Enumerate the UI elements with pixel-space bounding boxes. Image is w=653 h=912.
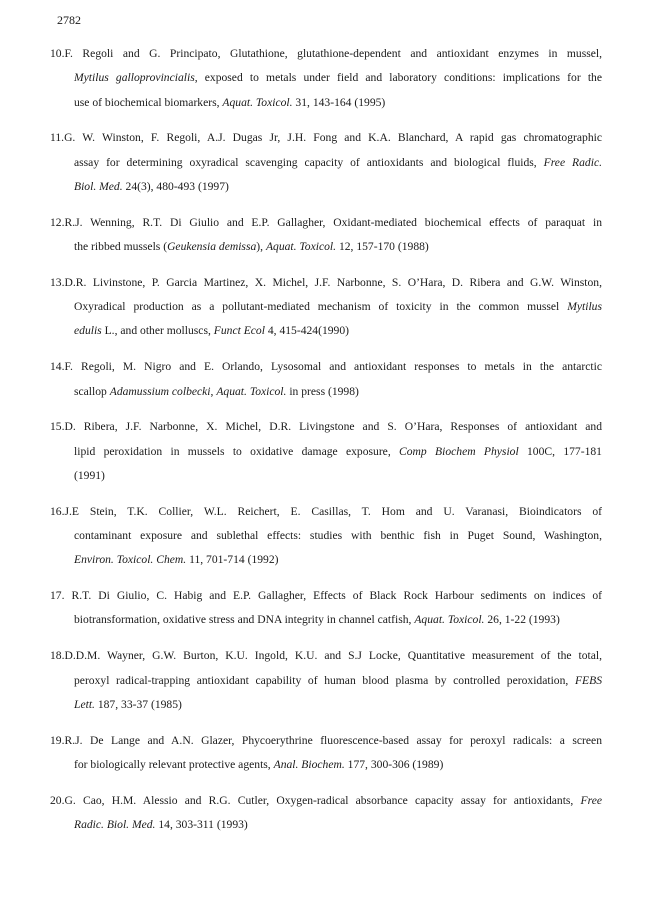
reference-text: D. Ribera, J.F. Narbonne, X. Michel, D.R. Livingstone and S. O’Hara, Responses of antioxidant and — [64, 420, 602, 434]
reference-number: 20. — [50, 793, 65, 807]
reference-line — [50, 813, 602, 837]
reference-text: peroxyl radical-trapping antioxidant capability of human blood plasma by controlled peroxidation, — [74, 673, 575, 687]
reference-text: R.J. Wenning, R.T. Di Giulio and E.P. Gallagher, Oxidant-mediated biochemical effects of paraquat in — [64, 215, 602, 229]
reference-number: 19. — [50, 733, 65, 747]
reference-list — [50, 42, 602, 849]
reference-text: (1991) — [74, 468, 105, 482]
reference-line — [50, 151, 602, 175]
reference-text: for biologically relevant protective agents, — [74, 757, 274, 771]
reference-italic-text: Aquat. Toxicol. — [222, 95, 293, 109]
reference-number: 14. — [50, 360, 65, 374]
reference-italic-text: FEBS — [574, 673, 602, 687]
reference-line — [50, 693, 602, 717]
reference-text: 4, 415-424(1990) — [264, 324, 349, 338]
reference-text: biotransformation, oxidative stress and DNA integrity in channel catfish, — [74, 613, 415, 627]
reference-item — [50, 42, 602, 115]
reference-item — [50, 126, 602, 199]
reference-number: 11. — [50, 131, 65, 145]
reference-text: 12, 157-170 (1988) — [336, 240, 429, 254]
reference-line — [50, 500, 602, 524]
reference-item — [50, 500, 602, 573]
reference-italic-text: Radic. Biol. Med. — [74, 818, 156, 832]
reference-line — [50, 753, 602, 777]
reference-italic-text: Mytilus — [567, 300, 602, 314]
reference-line — [50, 126, 602, 150]
reference-text: F. Regoli, M. Nigro and E. Orlando, Lysosomal and antioxidant responses to metals in the antarctic — [64, 360, 602, 374]
reference-item — [50, 729, 602, 778]
reference-text: 177, 300-306 (1989) — [344, 757, 444, 771]
reference-line — [50, 548, 602, 572]
reference-text: R.T. Di Giulio, C. Habig and E.P. Gallagher, Effects of Black Rock Harbour sediments on indices of — [64, 589, 602, 603]
reference-italic-text: Mytilus galloprovincialis — [74, 71, 195, 85]
reference-item — [50, 644, 602, 717]
reference-text: D.R. Livinstone, P. Garcia Martinez, X. Michel, J.F. Narbonne, S. O’Hara, D. Ribera and G.W. Winston, — [64, 275, 602, 289]
reference-line — [50, 669, 602, 693]
reference-line — [50, 608, 602, 632]
reference-line — [50, 211, 602, 235]
reference-text: , — [210, 384, 217, 398]
reference-italic-text: Adamussium colbecki — [109, 384, 211, 398]
reference-item — [50, 415, 602, 488]
reference-text: lipid peroxidation in mussels to oxidative damage exposure, — [74, 444, 400, 458]
reference-number: 13. — [50, 275, 65, 289]
reference-text: 11, 701-714 (1992) — [186, 553, 279, 567]
reference-text: 187, 33-37 (1985) — [94, 697, 182, 711]
reference-line — [50, 235, 602, 259]
reference-text: the ribbed mussels ( — [74, 240, 168, 254]
reference-item — [50, 355, 602, 404]
reference-number: 12. — [50, 215, 65, 229]
reference-text: contaminant exposure and sublethal effects: studies with benthic fish in Puget Sound, Washington, — [74, 529, 602, 543]
reference-line — [50, 66, 602, 90]
reference-text: use of biochemical biomarkers, — [74, 95, 223, 109]
reference-number: 16. — [50, 504, 65, 518]
reference-text: R.J. De Lange and A.N. Glazer, Phycoerythrine fluorescence-based assay for peroxyl radicals: a screen — [64, 733, 602, 747]
reference-line — [50, 524, 602, 548]
reference-text: L., and other molluscs, — [101, 324, 214, 338]
reference-text: 24(3), 480-493 (1997) — [122, 179, 229, 193]
reference-item — [50, 584, 602, 633]
reference-italic-text: Anal. Biochem. — [273, 757, 345, 771]
reference-italic-text: Funct Ecol — [213, 324, 265, 338]
reference-line — [50, 380, 602, 404]
reference-text: assay for determining oxyradical scavenging capacity of antioxidants and biological fluids, — [74, 155, 544, 169]
reference-line — [50, 295, 602, 319]
reference-number: 15. — [50, 420, 65, 434]
reference-line — [50, 271, 602, 295]
reference-number: 17. — [50, 589, 65, 603]
reference-italic-text: Geukensia demissa — [167, 240, 257, 254]
reference-text: J.E Stein, T.K. Collier, W.L. Reichert, E. Casillas, T. Hom and U. Varanasi, Bioindicators of — [64, 504, 602, 518]
page-number: 2782 — [57, 13, 81, 27]
reference-text: 100C, 177-181 — [518, 444, 602, 458]
reference-italic-text: Free Radic. — [543, 155, 602, 169]
reference-italic-text: Lett. — [74, 697, 95, 711]
reference-line — [50, 729, 602, 753]
reference-line — [50, 440, 602, 464]
reference-italic-text: Environ. Toxicol. Chem. — [74, 553, 187, 567]
reference-italic-text: Biol. Med. — [74, 179, 123, 193]
reference-italic-text: Comp Biochem Physiol — [399, 444, 519, 458]
reference-italic-text: Aquat. Toxicol. — [216, 384, 287, 398]
reference-text: 14, 303-311 (1993) — [155, 818, 248, 832]
reference-italic-text: Aquat. Toxicol. — [414, 613, 485, 627]
reference-text: G. W. Winston, F. Regoli, A.J. Dugas Jr, J.H. Fong and K.A. Blanchard, A rapid gas chromatographic — [64, 131, 602, 145]
reference-text: D.D.M. Wayner, G.W. Burton, K.U. Ingold, K.U. and S.J Locke, Quantitative measurement of the total, — [64, 649, 602, 663]
reference-text: scallop — [74, 384, 110, 398]
reference-text: 26, 1-22 (1993) — [484, 613, 560, 627]
reference-number: 10. — [50, 47, 65, 60]
reference-italic-text: Free — [580, 793, 602, 807]
reference-text: F. Regoli and G. Principato, Glutathione, glutathione-dependent and antioxidant enzymes in mussel, — [64, 47, 602, 60]
reference-text: , exposed to metals under field and laboratory conditions: implications for the — [194, 71, 603, 85]
reference-italic-text: Aquat. Toxicol. — [265, 240, 337, 254]
reference-line — [50, 584, 602, 608]
reference-item — [50, 271, 602, 344]
reference-number: 18. — [50, 649, 65, 663]
reference-text: 31, 143-164 (1995) — [292, 95, 386, 109]
reference-text: G. Cao, H.M. Alessio and R.G. Cutler, Oxygen-radical absorbance capacity assay for antioxidants, — [64, 793, 581, 807]
reference-line — [50, 415, 602, 439]
reference-line — [50, 355, 602, 379]
reference-item — [50, 211, 602, 260]
reference-item — [50, 789, 602, 838]
reference-line — [50, 464, 602, 488]
reference-line — [50, 42, 602, 66]
reference-text: in press (1998) — [286, 384, 359, 398]
reference-line — [50, 319, 602, 343]
reference-line — [50, 644, 602, 668]
reference-line — [50, 789, 602, 813]
reference-text: Oxyradical production as a pollutant-mediated mechanism of toxicity in the common mussel — [74, 300, 568, 314]
reference-line — [50, 91, 602, 115]
reference-text: ), — [256, 240, 266, 254]
reference-italic-text: edulis — [74, 324, 102, 338]
reference-line — [50, 175, 602, 199]
